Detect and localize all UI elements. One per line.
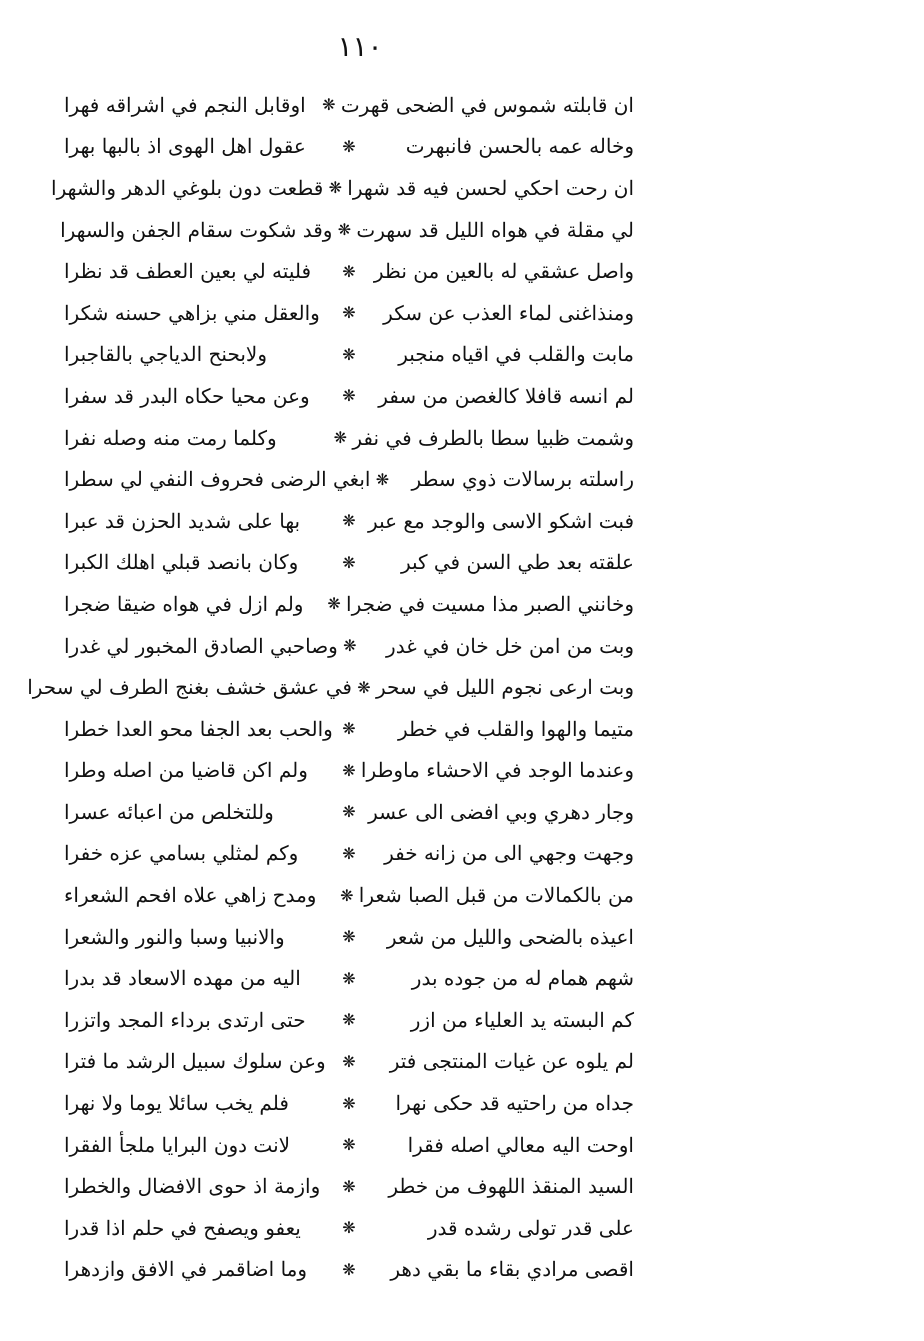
verse-separator-icon: ❋	[342, 719, 356, 739]
verse-line	[64, 458, 634, 500]
verse-second-hemistich: وكان بانصد قبلي اهلك الكبرا	[64, 550, 299, 575]
verse-second-hemistich: فليته لي بعين العطف قد نظرا	[64, 259, 312, 284]
verse-separator-icon: ❋	[328, 178, 342, 198]
verse-line	[64, 126, 634, 168]
verse-first-hemistich: ومنذاغنى لماء العذب عن سكر	[383, 300, 634, 325]
verse-first-hemistich: شهم همام له من جوده بدر	[411, 966, 634, 991]
verse-second-hemistich: وما اضاقمر في الافق وازدهرا	[64, 1257, 308, 1282]
verse-second-hemistich: عقول اهل الهوى اذ بالبها بهرا	[64, 134, 306, 159]
verse-second-hemistich: وكلما رمت منه وصله نفرا	[64, 425, 277, 450]
verse-first-hemistich: واصل عشقي له بالعين من نظر	[373, 259, 634, 284]
verse-separator-icon: ❋	[342, 136, 356, 156]
verse-second-hemistich: وازمة اذ حوى الافضال والخطرا	[64, 1174, 321, 1199]
verse-second-hemistich: ومدح زاهي علاه افحم الشعراء	[64, 883, 317, 908]
verse-line	[64, 750, 634, 792]
verse-second-hemistich: اليه من مهده الاسعاد قد بدرا	[64, 966, 301, 991]
verse-separator-icon: ❋	[340, 885, 354, 905]
verse-second-hemistich: ولابحنح الدياجي بالقاجبرا	[64, 342, 267, 367]
verse-line	[64, 708, 634, 750]
verse-first-hemistich: لي مقلة في هواه الليل قد سهرت	[356, 217, 634, 242]
verse-second-hemistich: فلم يخب سائلا يوما ولا نهرا	[64, 1091, 289, 1116]
verse-second-hemistich: ولم اكن قاضيا من اصله وطرا	[64, 758, 308, 783]
verse-second-hemistich: ابغي الرضى فحروف النفي لي سطرا	[64, 467, 371, 492]
verse-first-hemistich: وخاله عمه بالحسن فانبهرت	[405, 134, 634, 159]
verse-first-hemistich: جداه من راحتيه قد حكى نهرا	[395, 1091, 634, 1116]
verse-first-hemistich: وخانني الصبر مذا مسيت في ضجرا	[346, 591, 634, 616]
verse-line	[64, 1165, 634, 1207]
verse-separator-icon: ❋	[342, 261, 356, 281]
verse-line	[64, 84, 634, 126]
verse-separator-icon: ❋	[327, 594, 341, 614]
verse-separator-icon: ❋	[375, 469, 390, 489]
verse-separator-icon: ❋	[342, 1093, 356, 1113]
verse-line	[64, 1124, 634, 1166]
verse-line	[64, 791, 634, 833]
verse-first-hemistich: اقصى مرادي بقاء ما بقي دهر	[390, 1257, 634, 1282]
verse-second-hemistich: اوقابل النجم في اشراقه فهرا	[64, 92, 306, 117]
verse-separator-icon: ❋	[342, 968, 356, 988]
verse-second-hemistich: والحب بعد الجفا محو العدا خطرا	[64, 716, 333, 741]
verse-separator-icon: ❋	[342, 1218, 356, 1238]
verse-first-hemistich: وجار دهري وبي افضى الى عسر	[368, 799, 634, 824]
verse-line	[64, 999, 634, 1041]
verse-second-hemistich: وكم لمثلي بسامي عزه خفرا	[64, 841, 299, 866]
verse-first-hemistich: وبت ارعى نجوم الليل في سحر	[375, 675, 634, 700]
verse-first-hemistich: من بالكمالات من قبل الصبا شعرا	[358, 883, 634, 908]
verse-line	[64, 250, 634, 292]
verse-second-hemistich: وصاحبي الصادق المخبور لي غدرا	[64, 633, 338, 658]
verse-first-hemistich: كم البسته يد العلياء من ازر	[410, 1007, 634, 1032]
verse-separator-icon: ❋	[342, 1259, 356, 1279]
verse-first-hemistich: علقته بعد طي السن في كبر	[400, 550, 634, 575]
verse-second-hemistich: وعن محيا حكاه البدر قد سفرا	[64, 383, 310, 408]
verse-line	[64, 916, 634, 958]
verse-first-hemistich: مابت والقلب في اقياه منجبر	[398, 342, 634, 367]
verse-separator-icon: ❋	[342, 552, 356, 572]
verse-separator-icon: ❋	[342, 1176, 356, 1196]
verse-first-hemistich: وشمت ظبيا سطا بالطرف في نفر	[352, 425, 634, 450]
verse-separator-icon: ❋	[342, 927, 356, 947]
verse-line	[27, 666, 634, 708]
verse-first-hemistich: السيد المنقذ اللهوف من خطر	[388, 1174, 634, 1199]
verse-separator-icon: ❋	[342, 1051, 356, 1071]
verse-line	[60, 209, 634, 251]
verse-separator-icon: ❋	[342, 1010, 356, 1030]
verse-first-hemistich: ان قابلته شموس في الضحى قهرت	[340, 92, 634, 117]
verse-first-hemistich: اوحت اليه معالي اصله فقرا	[407, 1132, 634, 1157]
verse-separator-icon: ❋	[337, 220, 352, 240]
verse-separator-icon: ❋	[342, 1135, 356, 1155]
verse-first-hemistich: لم يلوه عن غيات المنتجى فتر	[389, 1049, 634, 1074]
page-number: ١١٠	[337, 30, 383, 63]
verse-line	[64, 375, 634, 417]
verse-first-hemistich: راسلته برسالات ذوي سطر	[411, 467, 634, 492]
verse-second-hemistich: لانت دون البرايا ملجأ الفقرا	[64, 1132, 291, 1157]
verse-second-hemistich: في عشق خشف بغنج الطرف لي سحرا	[27, 675, 352, 700]
verse-separator-icon: ❋	[357, 677, 371, 697]
verse-line	[64, 625, 634, 667]
verse-line	[64, 542, 634, 584]
verse-first-hemistich: وبت من امن خل خان في غدر	[386, 633, 634, 658]
verse-separator-icon: ❋	[342, 344, 356, 364]
verse-second-hemistich: وعن سلوك سبيل الرشد ما فترا	[64, 1049, 326, 1074]
verse-first-hemistich: متيما والهوا والقلب في خطر	[397, 716, 634, 741]
verse-line	[64, 1249, 634, 1291]
verse-separator-icon: ❋	[342, 843, 356, 863]
verse-line	[64, 292, 634, 334]
verse-second-hemistich: وللتخلص من اعبائه عسرا	[64, 799, 274, 824]
verse-line	[64, 334, 634, 376]
verse-line	[64, 500, 634, 542]
verse-first-hemistich: فبت اشكو الاسى والوجد مع عبر	[368, 508, 634, 533]
verse-second-hemistich: حتى ارتدى برداء المجد واتزرا	[64, 1007, 306, 1032]
verse-line	[64, 1041, 634, 1083]
verse-separator-icon: ❋	[333, 428, 348, 448]
poem-verses	[27, 84, 634, 1290]
verse-line	[64, 417, 634, 459]
verse-first-hemistich: على قدر تولى رشده قدر	[427, 1215, 634, 1240]
verse-second-hemistich: والانبيا وسبا والنور والشعرا	[64, 924, 285, 949]
verse-second-hemistich: وقد شكوت سقام الجفن والسهرا	[60, 217, 333, 242]
verse-separator-icon: ❋	[342, 760, 356, 780]
verse-second-hemistich: بها على شديد الحزن قد عبرا	[64, 508, 301, 533]
verse-second-hemistich: يعفو ويصفح في حلم اذا قدرا	[64, 1215, 301, 1240]
verse-second-hemistich: والعقل مني بزاهي حسنه شكرا	[64, 300, 320, 325]
verse-line	[51, 167, 634, 209]
verse-line	[64, 833, 634, 875]
verse-first-hemistich: وجهت وجهي الى من زانه خفر	[384, 841, 634, 866]
verse-separator-icon: ❋	[342, 802, 356, 822]
verse-first-hemistich: اعيذه بالضحى والليل من شعر	[386, 924, 634, 949]
verse-separator-icon: ❋	[342, 303, 356, 323]
verse-line	[64, 1082, 634, 1124]
verse-first-hemistich: ان رحت احكي لحسن فيه قد شهرا	[347, 175, 634, 200]
verse-second-hemistich: ولم ازل في هواه ضيقا ضجرا	[64, 591, 304, 616]
verse-line	[64, 1207, 634, 1249]
verse-line	[64, 874, 634, 916]
verse-separator-icon: ❋	[342, 386, 356, 406]
verse-separator-icon: ❋	[343, 636, 357, 656]
verse-line	[64, 957, 634, 999]
verse-second-hemistich: قطعت دون بلوغي الدهر والشهرا	[51, 175, 324, 200]
verse-separator-icon: ❋	[342, 511, 356, 531]
verse-separator-icon: ❋	[322, 95, 336, 115]
verse-first-hemistich: وعندما الوجد في الاحشاء ماوطرا	[360, 758, 634, 783]
verse-first-hemistich: لم انسه قافلا كالغصن من سفر	[378, 383, 634, 408]
verse-line	[64, 583, 634, 625]
